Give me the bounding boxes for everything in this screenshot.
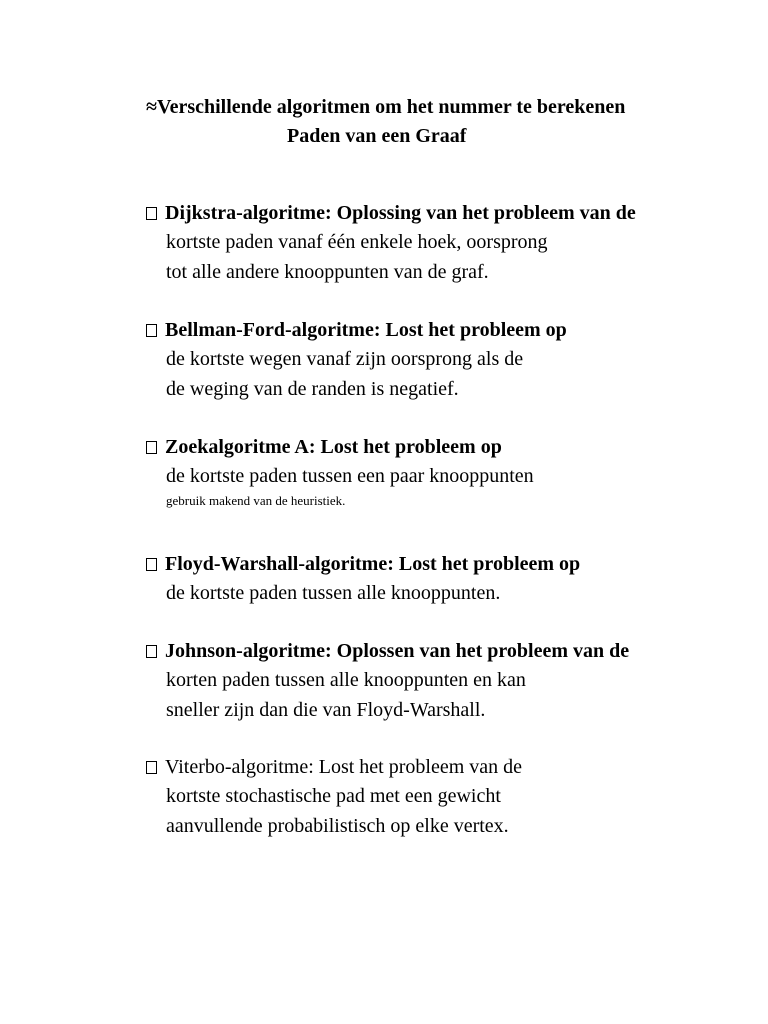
item-zoekalgoritme-a — [144, 433, 744, 510]
item-title: Johnson-algoritme: Oplossen van het probleem van de — [165, 640, 630, 662]
item-text: kortste paden vanaf één enkele hoek, oorsprong — [166, 231, 548, 253]
checkbox-icon — [146, 645, 157, 658]
item-title: Dijkstra-algoritme: Oplossing van het probleem van de — [165, 202, 636, 224]
item-heading — [144, 753, 744, 782]
item-text: aanvullende probabilistisch op elke vertex. — [166, 814, 509, 837]
checkbox-icon — [146, 441, 157, 454]
item-johnson — [144, 637, 744, 725]
checkbox-icon — [146, 324, 157, 337]
checkbox-icon — [146, 761, 157, 774]
item-viterbo — [144, 753, 744, 841]
item-note: gebruik makend van de heuristiek. — [166, 492, 346, 508]
item-title: Floyd-Warshall-algoritme: Lost het probleem op — [165, 553, 581, 575]
item-bellman-ford — [144, 316, 744, 404]
item-text: de kortste paden tussen een paar knooppunten — [166, 465, 534, 487]
item-text: tot alle andere knooppunten van de graf. — [166, 260, 489, 283]
item-text: sneller zijn dan die van Floyd-Warshall. — [166, 698, 486, 721]
item-text: de weging van de randen is negatief. — [166, 377, 459, 400]
checkbox-icon — [146, 558, 157, 571]
item-text: kortste stochastische pad met een gewicht — [166, 785, 501, 807]
title-line-2: Paden van een Graaf — [287, 125, 467, 147]
item-dijkstra — [144, 199, 744, 287]
item-text: de kortste wegen vanaf zijn oorsprong als de — [166, 348, 524, 370]
checkbox-icon — [146, 207, 157, 220]
item-heading — [144, 637, 744, 666]
item-floyd-warshall — [144, 550, 744, 609]
item-title: Bellman-Ford-algoritme: Lost het probleem op — [165, 319, 567, 341]
item-title: Zoekalgoritme A: Lost het probleem op — [165, 436, 502, 458]
item-heading — [144, 199, 744, 228]
item-heading — [144, 433, 744, 462]
item-heading — [144, 316, 744, 345]
title-line-1: ≈Verschillende algoritmen om het nummer te berekenen — [146, 96, 626, 118]
item-heading — [144, 550, 744, 579]
item-text: korten paden tussen alle knooppunten en kan — [166, 669, 526, 691]
item-text: de kortste paden tussen alle knooppunten. — [166, 582, 501, 604]
item-title: Viterbo-algoritme: Lost het probleem van de — [165, 756, 523, 778]
